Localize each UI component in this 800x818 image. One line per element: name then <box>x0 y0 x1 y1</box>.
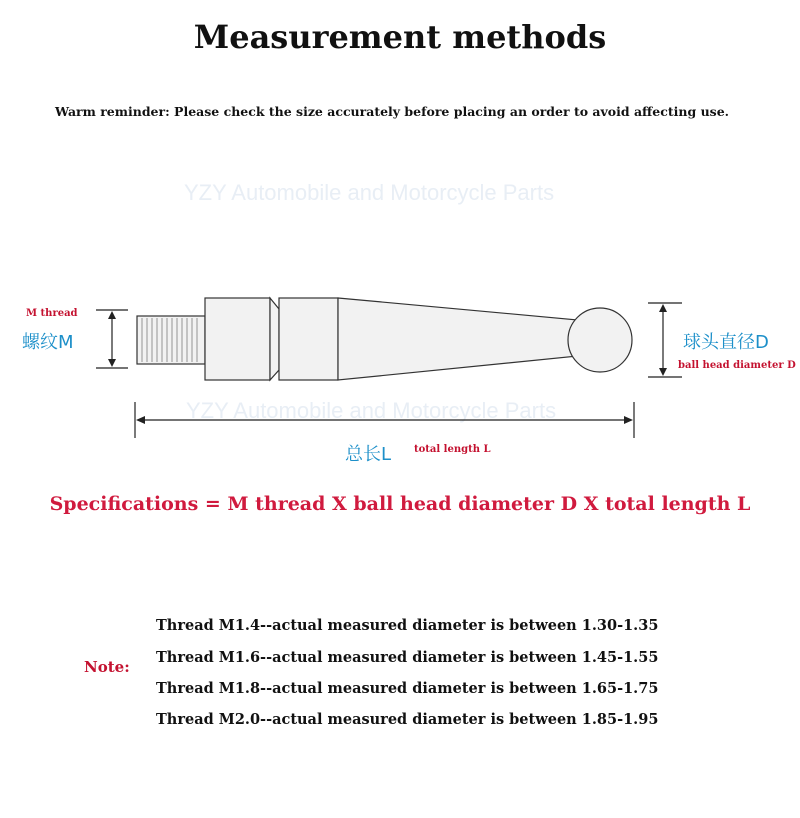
ball-head <box>568 308 632 372</box>
note-line: Thread M1.6--actual measured diameter is between 1.45-1.55 <box>156 649 659 666</box>
warm-reminder: Warm reminder: Please check the size accurately before placing an order to avoid affecting use. <box>55 104 729 119</box>
total-length-label-en: total length L <box>414 444 491 455</box>
m-dimension <box>96 310 128 368</box>
d-dimension <box>648 303 682 377</box>
total-length-label-cn: 总长L <box>345 444 392 465</box>
m-thread-label-en: M thread <box>26 308 78 319</box>
note-line: Thread M2.0--actual measured diameter is between 1.85-1.95 <box>156 711 659 728</box>
page-title: Measurement methods <box>193 18 607 56</box>
taper-section <box>338 298 578 380</box>
watermark: YZY Automobile and Motorcycle Parts <box>184 180 555 205</box>
note-label: Note: <box>84 658 130 676</box>
body-section <box>205 298 270 380</box>
l-dimension <box>135 402 634 438</box>
ball-diameter-label-cn: 球头直径D <box>683 332 769 353</box>
note-line: Thread M1.8--actual measured diameter is between 1.65-1.75 <box>156 680 659 697</box>
specification-formula: Specifications = M thread X ball head diameter D X total length L <box>49 493 751 515</box>
ball-diameter-label-en: ball head diameter D <box>678 360 796 371</box>
watermark: YZY Automobile and Motorcycle Parts <box>186 398 557 423</box>
groove <box>270 298 279 380</box>
m-thread-label-cn: 螺纹M <box>22 332 74 353</box>
note-line: Thread M1.4--actual measured diameter is between 1.30-1.35 <box>156 617 659 634</box>
collar-section <box>279 298 338 380</box>
